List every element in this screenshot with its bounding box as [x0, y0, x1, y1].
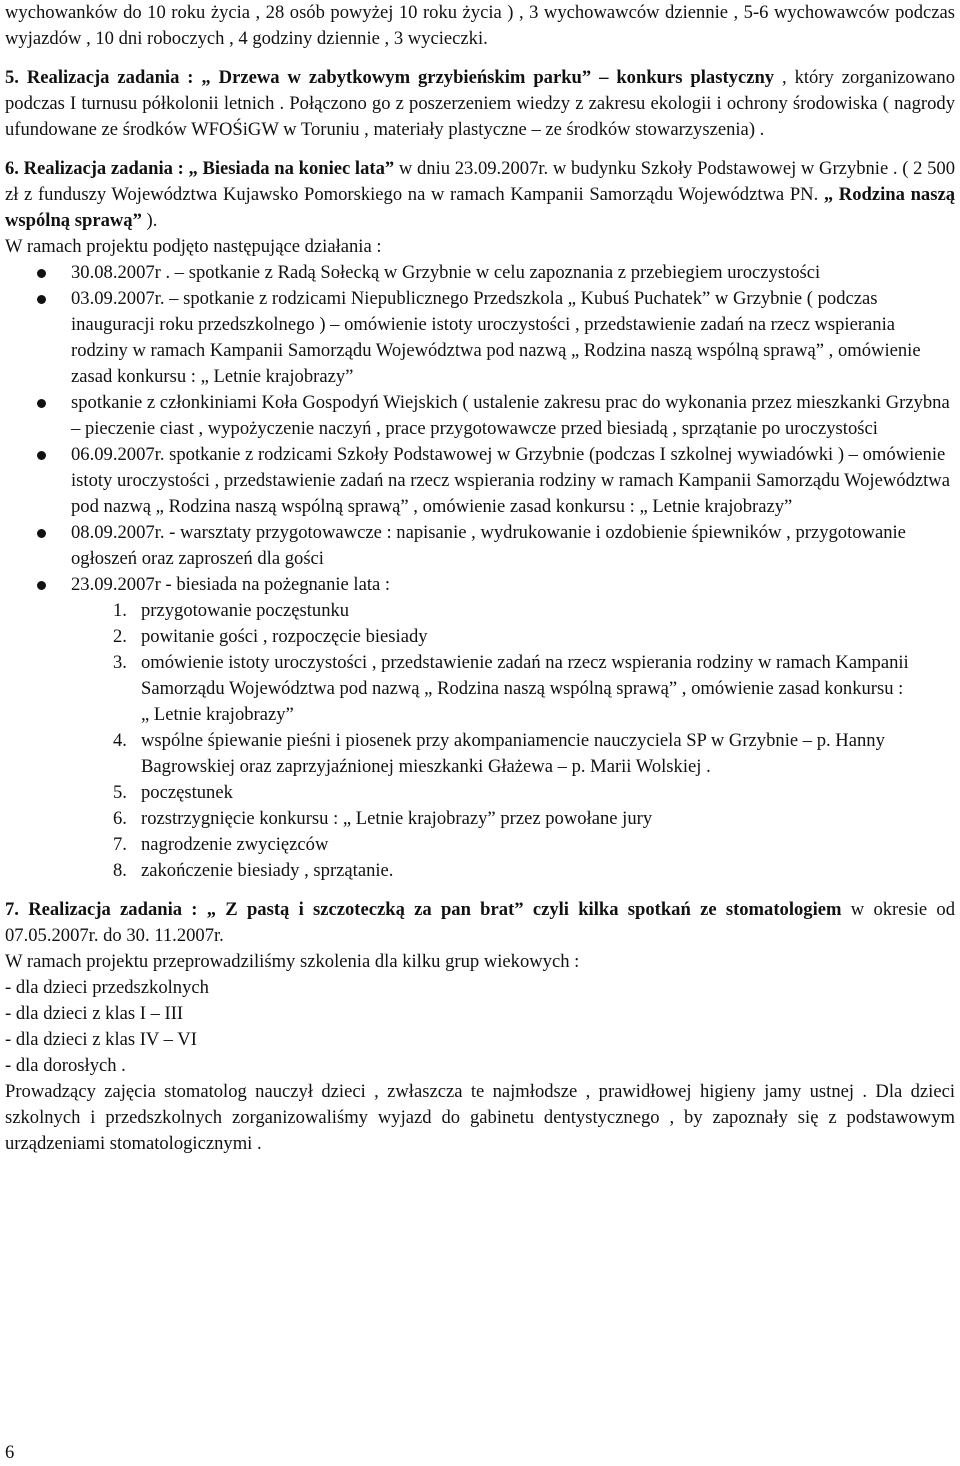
list-item: 03.09.2007r. – spotkanie z rodzicami Niepublicznego Przedszkola „ Kubuś Puchatek” w Grzybnie ( podczas inauguracji roku przedszkolnego ) – omówienie istoty uroczystości , przedstawienie zadań na rzecz wspierania rodziny w ramach Kampanii Samorządu Województwa pod nazwą „ Rodzina naszą wspólną sprawą” , omówienie zasad konkursu : „ Letnie krajobrazy” [5, 286, 955, 390]
event-program-list [5, 598, 955, 884]
list-item: 06.09.2007r. spotkanie z rodzicami Szkoły Podstawowej w Grzybnie (podczas I szkolnej wywiadówki ) – omówienie istoty uroczystości , przedstawienie zadań na rzecz wspierania rodziny w ramach Kampanii Samorządu Województwa pod nazwą „ Rodzina naszą wspólną sprawą” , omówienie zasad konkursu : „ Letnie krajobrazy” [5, 442, 955, 520]
section-6-text: w dniu 23.09.2007r. w budynku Szkoły Podstawowej w Grzybnie . ( 2 500 zł z funduszy Województwa Kujawsko Pomorskiego na w ramach Kampanii Samorządu Województwa PN. [5, 158, 955, 205]
section-5 [5, 65, 955, 143]
list-item: 6. rozstrzygnięcie konkursu : „ Letnie krajobrazy” przez powołane jury [113, 808, 653, 829]
section-7-heading: 7. Realizacja zadania : „ Z pastą i szczoteczką za pan brat” czyli kilka spotkań ze stomatologiem [5, 899, 842, 920]
list-item: 4. wspólne śpiewanie pieśni i piosenek przy akompaniamencie nauczyciela SP w Grzybnie – p. Hanny Bagrowskiej oraz zaprzyjaźnionej mieszkanki Głażewa – p. Marii Wolskiej . [113, 730, 885, 777]
list-item: 23.09.2007r - biesiada na pożegnanie lata : [5, 572, 955, 598]
list-item: 8. zakończenie biesiady , sprzątanie. [113, 860, 394, 881]
list-item: spotkanie z członkiniami Koła Gospodyń Wiejskich ( ustalenie zakresu prac do wykonania przez mieszkanki Grzybna – pieczenie ciast , wypożyczenie naczyń , prace przygotowawcze przed biesiadą , sprzątanie po uroczystości [5, 390, 955, 442]
list-item: 7. nagrodzenie zwycięzców [113, 834, 329, 855]
contest-name: „ Letnie krajobrazy” [141, 704, 294, 725]
page-number: 6 [5, 1442, 15, 1463]
section-6 [5, 156, 955, 234]
group-line: - dla dzieci z klas I – III [5, 1003, 184, 1024]
section-6-text-end: ). [141, 210, 158, 231]
section-7 [5, 897, 955, 949]
document-page [5, 0, 955, 1157]
intro-paragraph: wychowanków do 10 roku życia , 28 osób powyżej 10 roku życia ) , 3 wychowawców dziennie , 5-6 wychowawców podczas wyjazdów , 10 dni roboczych , 4 godziny dziennie , 3 wycieczki. [5, 2, 955, 49]
group-line: - dla dzieci przedszkolnych [5, 977, 209, 998]
list-item: 1. przygotowanie poczęstunku [113, 600, 350, 621]
list-item: 5. poczęstunek [113, 782, 233, 803]
section-6-heading: 6. Realizacja zadania : „ Biesiada na koniec lata” [5, 158, 395, 179]
list-item: 2. powitanie gości , rozpoczęcie biesiady [113, 626, 428, 647]
section-5-heading: 5. Realizacja zadania : „ Drzewa w zabytkowym grzybieńskim parku” – konkurs plastyczny [5, 67, 775, 88]
list-item: 30.08.2007r . – spotkanie z Radą Sołecką w Grzybnie w celu zapoznania z przebiegiem uroczystości [5, 260, 955, 286]
section-7-text: w okresie od 07.05.2007r. do 30. 11.2007r. [5, 899, 955, 946]
group-line: - dla dorosłych . [5, 1055, 126, 1076]
section-6-intro: W ramach projektu podjęto następujące działania : [5, 236, 382, 257]
list-item: 3. omówienie istoty uroczystości , przedstawienie zadań na rzecz wspierania rodziny w ramach Kampanii Samorządu Województwa pod nazwą „ Rodzina naszą wspólną sprawą” , omówienie zasad konkursu : „ Letnie krajobrazy” [113, 652, 909, 725]
section-7-intro: W ramach projektu przeprowadziliśmy szkolenia dla kilku grup wiekowych : [5, 951, 580, 972]
section-7-closing: Prowadzący zajęcia stomatolog nauczył dzieci , zwłaszcza te najmłodsze , prawidłowej higieny jamy ustnej . Dla dzieci szkolnych i przedszkolnych zorganizowaliśmy wyjazd do gabinetu dentystycznego , by zapoznały się z podstawowym urządzeniami stomatologicznymi . [5, 1081, 955, 1154]
section-5-text: , który zorganizowano podczas I turnusu półkolonii letnich . Połączono go z poszerzeniem wiedzy z zakresu ekologii i ochrony środowiska ( nagrody ufundowane ze środków WFOŚiGW w Toruniu , materiały plastyczne – ze środków stowarzyszenia) . [5, 67, 955, 140]
list-item: 08.09.2007r. - warsztaty przygotowawcze : napisanie , wydrukowanie i ozdobienie śpiewników , przygotowanie ogłoszeń oraz zaproszeń dla gości [5, 520, 955, 572]
group-line: - dla dzieci z klas IV – VI [5, 1029, 197, 1050]
campaign-name: „ Rodzina naszą wspólną sprawą” [5, 184, 955, 231]
activities-list [5, 260, 955, 598]
